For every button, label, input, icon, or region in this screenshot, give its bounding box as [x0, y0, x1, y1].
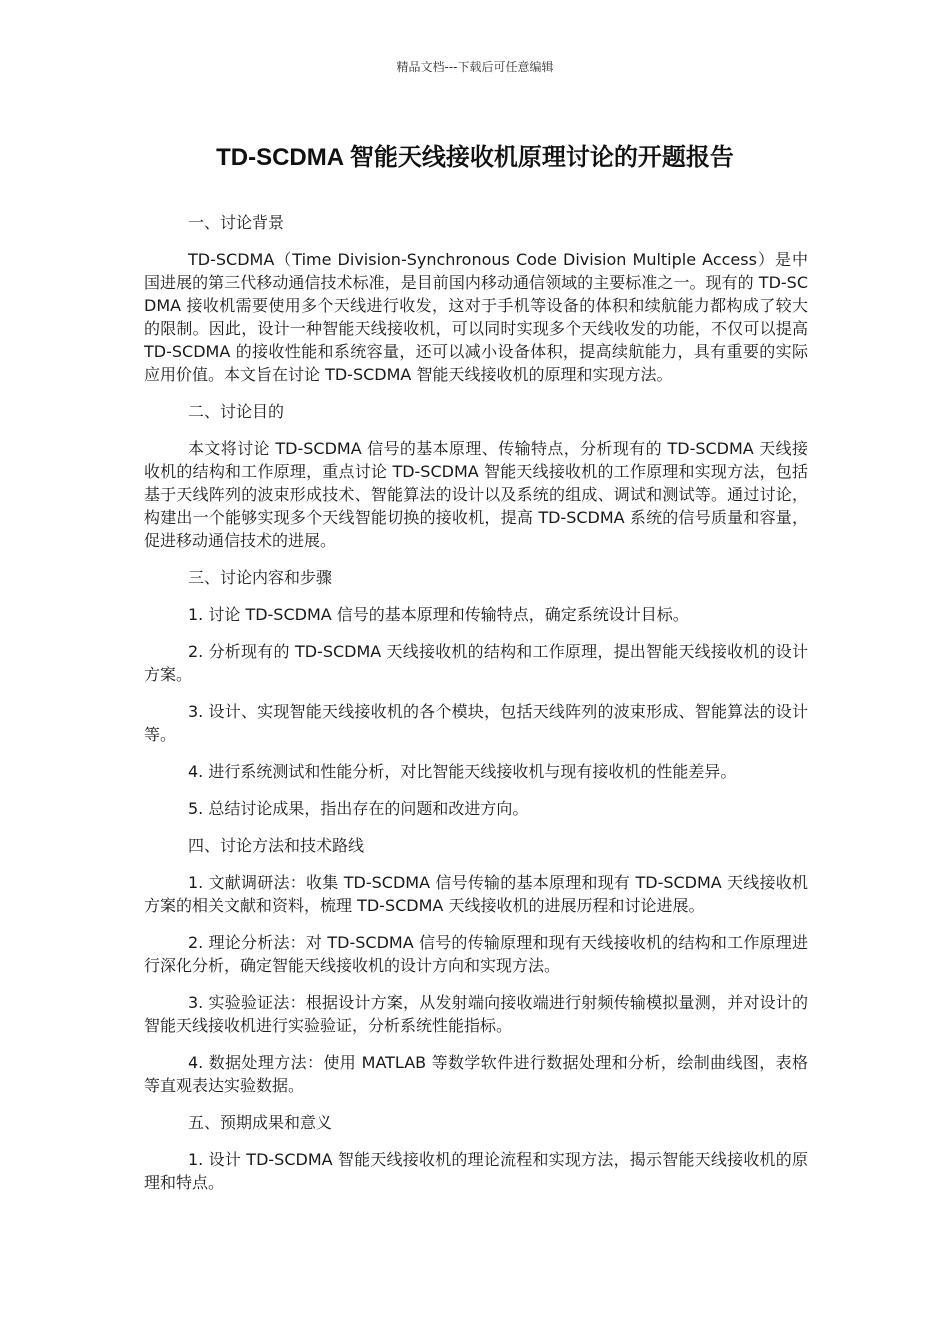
list-item-step-3: 3. 设计、实现智能天线接收机的各个模块，包括天线阵列的波束形成、智能算法的设计等。	[144, 702, 808, 744]
document-title: TD-SCDMA 智能天线接收机原理讨论的开题报告	[216, 144, 734, 171]
section-heading-methods: 四、讨论方法和技术路线	[188, 836, 365, 855]
list-item-step-4: 4. 进行系统测试和性能分析，对比智能天线接收机与现有接收机的性能差异。	[188, 762, 737, 781]
section-heading-outcomes: 五、预期成果和意义	[188, 1113, 333, 1132]
section-heading-background: 一、讨论背景	[188, 213, 285, 232]
section-heading-purpose: 二、讨论目的	[188, 402, 285, 421]
document-body	[144, 211, 808, 1208]
list-item-step-2: 2. 分析现有的 TD-SCDMA 天线接收机的结构和工作原理，提出智能天线接收机的设计方案。	[144, 642, 808, 684]
list-item-method-2: 2. 理论分析法：对 TD-SCDMA 信号的传输原理和现有天线接收机的结构和工作原理进行深化分析，确定智能天线接收机的设计方向和实现方法。	[144, 933, 808, 975]
list-item-step-1: 1. 讨论 TD-SCDMA 信号的基本原理和传输特点，确定系统设计目标。	[188, 605, 689, 624]
paragraph-background: TD-SCDMA（Time Division-Synchronous Code Division Multiple Access）是中国进展的第三代移动通信技术标准，是目前国内移动通信领域的主要标准之一。现有的 TD-SCDMA 接收机需要使用多个天线进行收发，这对于手机等设备的体积和续航能力都构成了较大的限制。因此，设计一种智能天线接收机，可以同时实现多个天线收发的功能，不仅可以提高 TD-SCDMA 的接收性能和系统容量，还可以减小设备体积，提高续航能力，具有重要的实际应用价值。本文旨在讨论 TD-SCDMA 智能天线接收机的原理和实现方法。	[144, 250, 808, 384]
list-item-step-5: 5. 总结讨论成果，指出存在的问题和改进方向。	[188, 799, 529, 818]
header-note: 精品文档---下载后可任意编辑	[396, 60, 554, 74]
section-heading-content-steps: 三、讨论内容和步骤	[188, 568, 333, 587]
paragraph-purpose: 本文将讨论 TD-SCDMA 信号的基本原理、传输特点，分析现有的 TD-SCDMA 天线接收机的结构和工作原理，重点讨论 TD-SCDMA 智能天线接收机的工作原理和实现方法，包括基于天线阵列的波束形成技术、智能算法的设计以及系统的组成、调试和测试等。通过讨论，构建出一个能够实现多个天线智能切换的接收机，提高 TD-SCDMA 系统的信号质量和容量，促进移动通信技术的进展。	[144, 439, 808, 550]
list-item-method-3: 3. 实验验证法：根据设计方案，从发射端向接收端进行射频传输模拟量测，并对设计的智能天线接收机进行实验验证，分析系统性能指标。	[144, 993, 808, 1035]
list-item-method-1: 1. 文献调研法：收集 TD-SCDMA 信号传输的基本原理和现有 TD-SCDMA 天线接收机方案的相关文献和资料，梳理 TD-SCDMA 天线接收机的进展历程和讨论进展。	[144, 873, 808, 915]
list-item-outcome-1: 1. 设计 TD-SCDMA 智能天线接收机的理论流程和实现方法，揭示智能天线接收机的原理和特点。	[144, 1150, 808, 1192]
list-item-method-4: 4. 数据处理方法：使用 MATLAB 等数学软件进行数据处理和分析，绘制曲线图，表格等直观表达实验数据。	[144, 1053, 808, 1095]
